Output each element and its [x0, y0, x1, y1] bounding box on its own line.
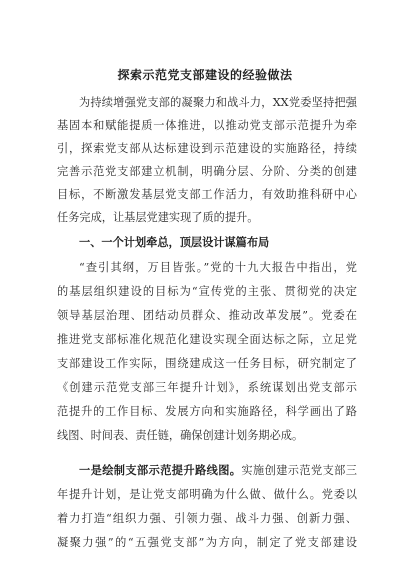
- paragraph-1-line: 引，探索党支部从达标建设到示范建设的实施路径，持续: [57, 142, 357, 155]
- paragraph-1-line: 目标，不断激发基层党支部工作活力，有效助推科研中心: [57, 188, 357, 201]
- paragraph-3-line: 年提升计划，是让党支部明确为什么做、做什么。党委以: [57, 488, 357, 501]
- paragraph-2-line: 的基层组织建设的目标为“宣传党的主张、贯彻党的决定: [57, 285, 357, 298]
- paragraph-3-line: 着力打造“组织力强、引领力强、战斗力强、创新力强、: [57, 512, 357, 525]
- document-title: 探索示范党支部建设的经验做法: [117, 68, 293, 82]
- paragraph-3-lead: 一是绘制支部示范提升路线图。: [79, 464, 242, 477]
- paragraph-1-line: 基固本和赋能提质一体推进，以推动党支部示范提升为牵: [57, 119, 357, 132]
- paragraph-1-line: 为持续增强党支部的凝聚力和战斗力，XX党委坚持把强: [79, 96, 357, 109]
- paragraph-3-first-line: [79, 464, 357, 478]
- paragraph-3-line: 凝聚力强”的“五强党支部”为方向，制定了党支部建设: [57, 536, 357, 549]
- paragraph-3-first-rest: 实施创建示范党支部三: [241, 464, 357, 477]
- paragraph-2-line: 《创建示范党支部三年提升计划》，系统谋划出党支部示: [57, 381, 357, 394]
- paragraph-2-line: 线图、时间表、责任链，确保创建计划务期必成。: [57, 429, 304, 442]
- paragraph-2-line: 支部建设工作实际，围绕建成这一任务目标，研究制定了: [57, 357, 357, 370]
- paragraph-2-line: 范提升的工作目标、发展方向和实施路径，科学画出了路: [57, 405, 357, 418]
- paragraph-2-line: “查引其纲，万目皆张。”党的十九大报告中指出，党: [79, 261, 357, 274]
- paragraph-1-line: 任务完成，让基层党建实现了质的提升。: [57, 211, 259, 224]
- section-heading: 一、一个计划牵总，顶层设计谋篇布局: [79, 236, 270, 249]
- paragraph-1-line: 完善示范党支部建立机制，明确分层、分阶、分类的创建: [57, 165, 357, 178]
- paragraph-2-line: 领导基层治理、团结动员群众、推动改革发展”。党委在: [57, 309, 357, 322]
- paragraph-2-line: 推进党支部标准化规范化建设实现全面达标之际，立足党: [57, 333, 357, 346]
